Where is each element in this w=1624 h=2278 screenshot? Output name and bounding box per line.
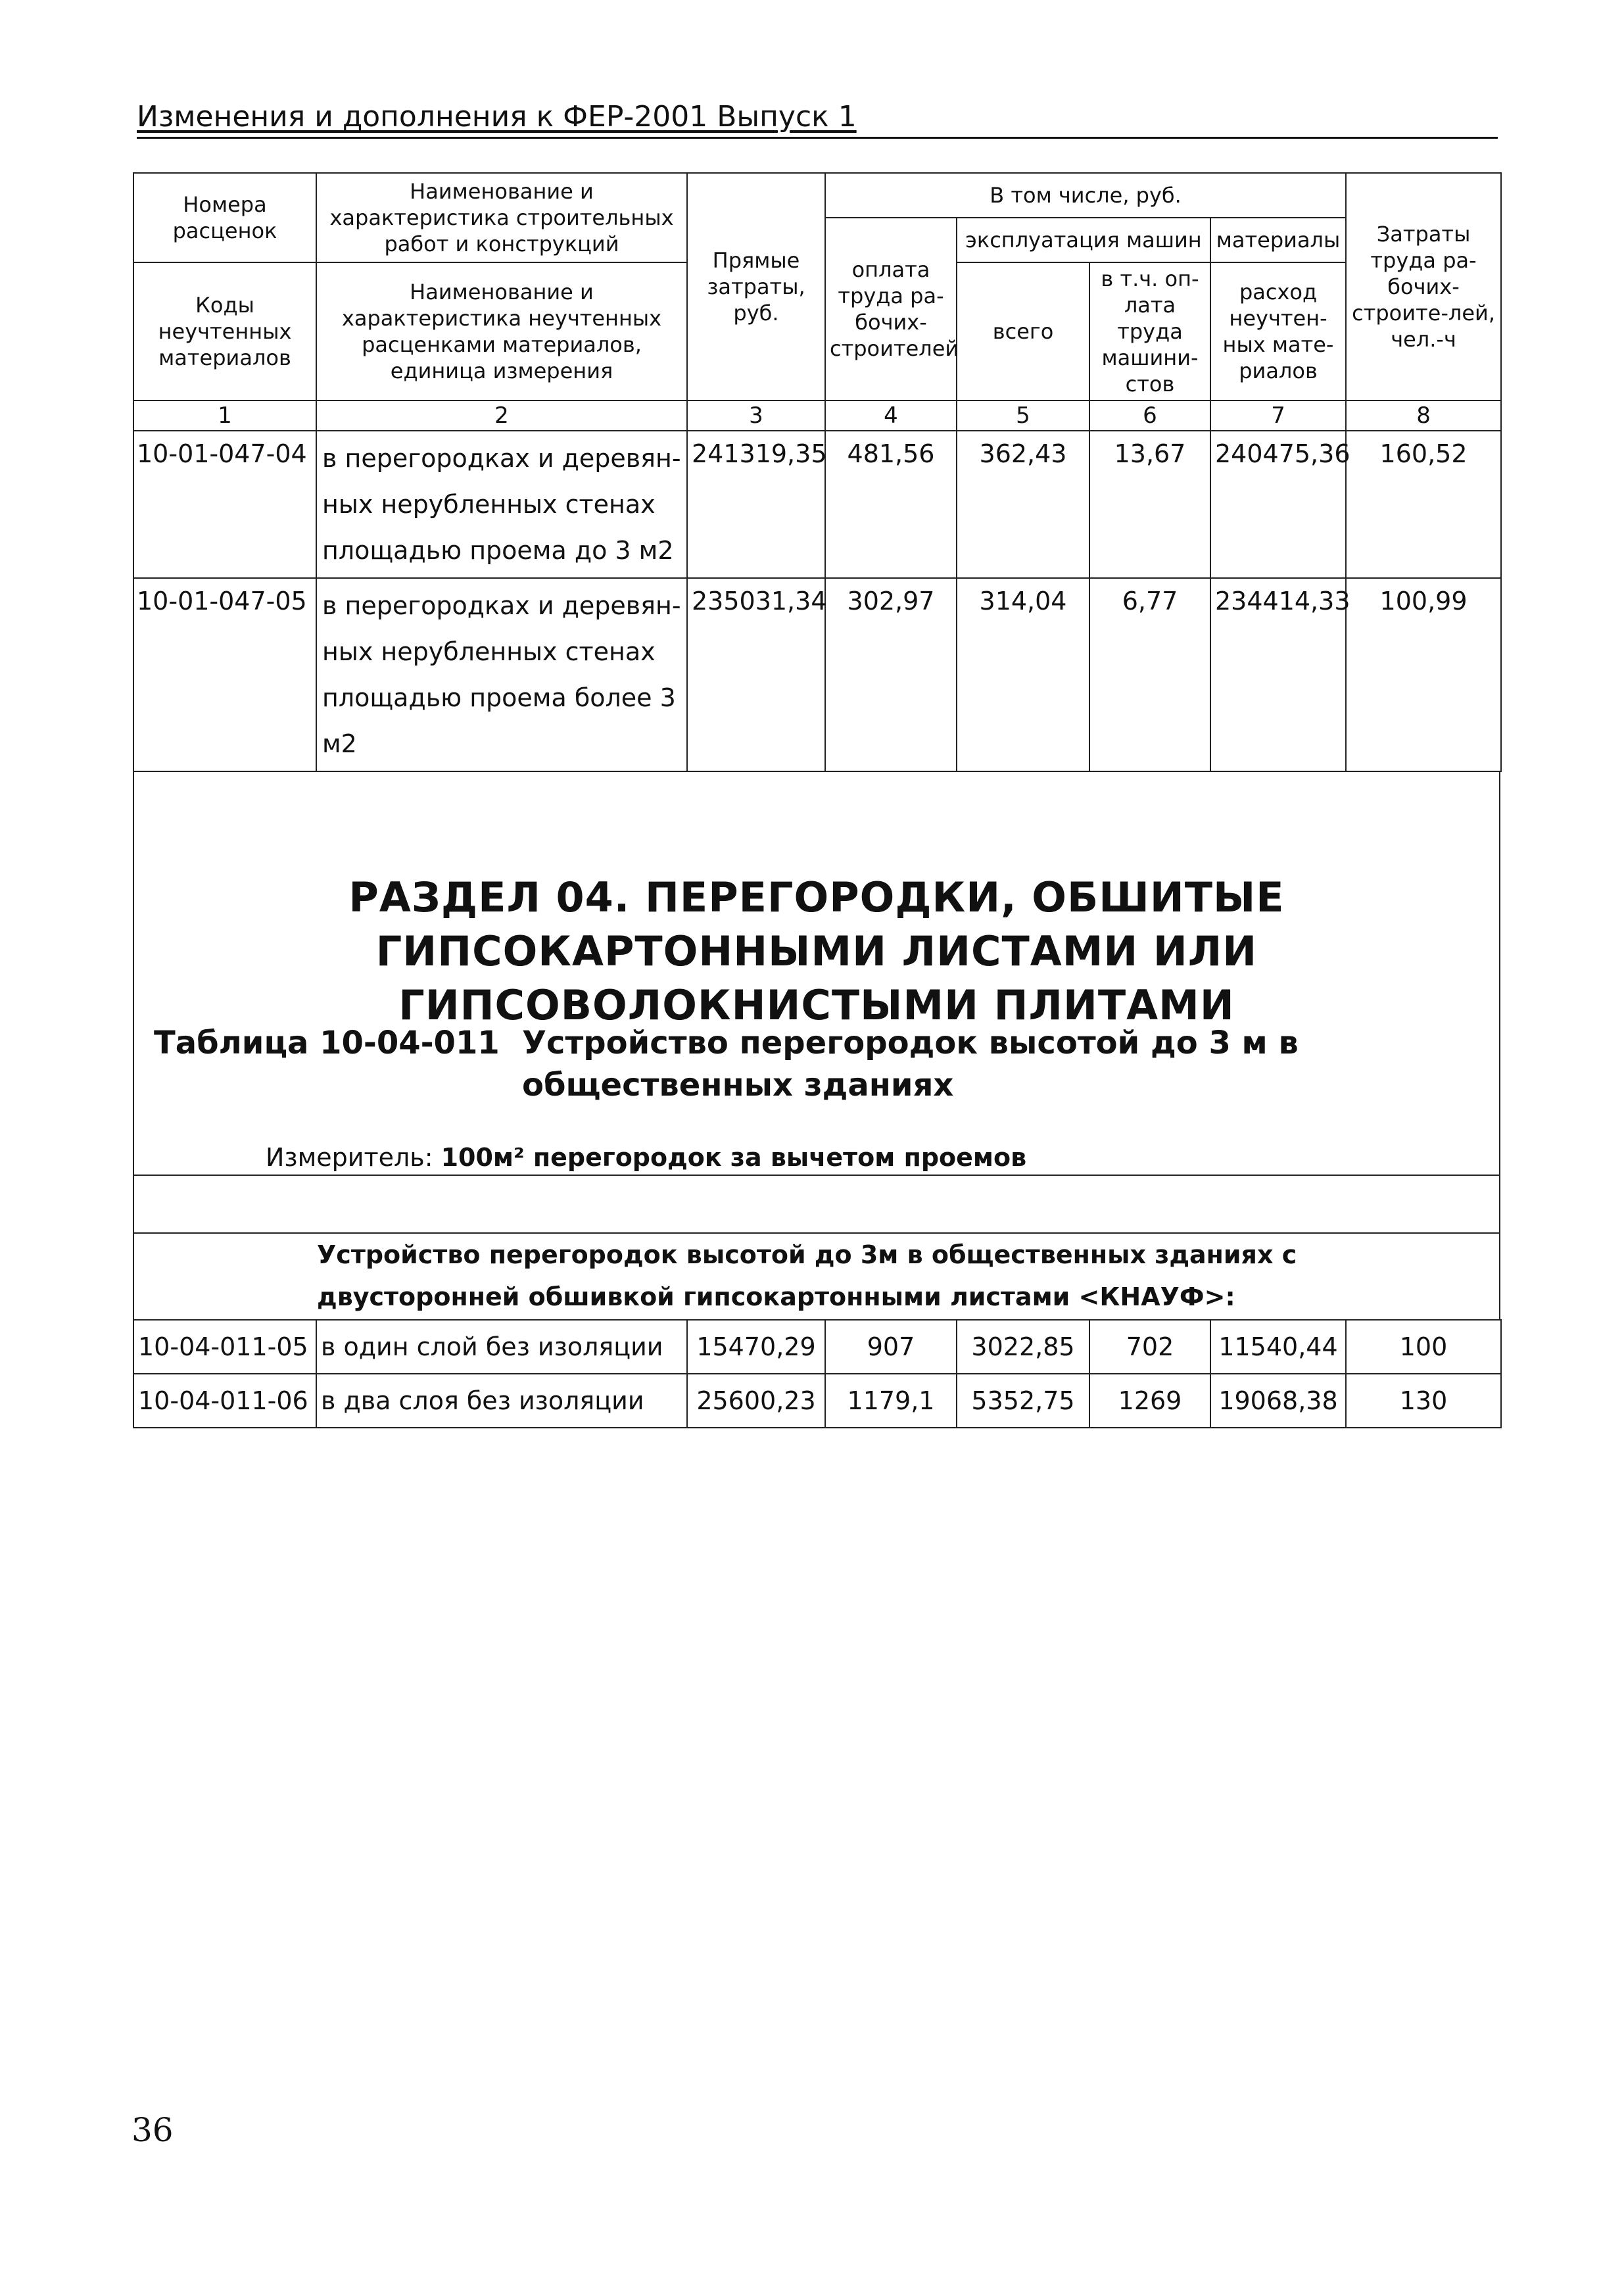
head-machine-labor: в т.ч. оп-лата труда машини-стов	[1089, 262, 1210, 400]
table-row	[133, 1374, 1501, 1428]
head-rate-numbers: Номера расценок	[133, 173, 316, 262]
rate-description: в перегородках и деревян-ных нерубленных стенах площадью проема до 3 м2	[316, 431, 687, 578]
col-number: 5	[957, 400, 1089, 431]
machine-labor-value: 702	[1089, 1320, 1210, 1374]
rate-code: 10-01-047-04	[133, 431, 316, 578]
rates-table	[133, 172, 1502, 772]
subheader-text: Устройство перегородок высотой до 3м в общественных зданиях с двусторонней обшивкой гипсокартонными листами <КНАУФ>:	[317, 1240, 1297, 1311]
machine-total-value: 3022,85	[957, 1320, 1089, 1374]
running-header	[137, 99, 1498, 139]
head-labor-pay: оплата труда ра-бочих-строителей	[825, 218, 957, 400]
labor-hours-value: 160,52	[1346, 431, 1501, 578]
labor-hours-value: 100	[1346, 1320, 1501, 1374]
machine-labor-value: 13,67	[1089, 431, 1210, 578]
labor-pay-value: 907	[825, 1320, 957, 1374]
rate-description: в перегородках и деревян-ных нерубленных стенах площадью проема более 3 м2	[316, 578, 687, 771]
rates-sheet	[133, 172, 1500, 1415]
running-header-title: Изменения и дополнения к ФЕР-2001 Выпуск 1	[137, 100, 857, 133]
head-labor-costs: Затраты труда ра-бочих-строите-лей, чел.-ч	[1346, 173, 1501, 400]
measure-value: 100м² перегородок за вычетом проемов	[441, 1143, 1027, 1172]
direct-costs-value: 15470,29	[687, 1320, 825, 1374]
machine-total-value: 5352,75	[957, 1374, 1089, 1428]
labor-hours-value: 130	[1346, 1374, 1501, 1428]
head-direct-costs: Прямые затраты, руб.	[687, 173, 825, 400]
table-title: Устройство перегородок высотой до 3 м в общественных зданиях	[522, 1025, 1299, 1103]
rate-code: 10-04-011-06	[133, 1374, 316, 1428]
section-block	[133, 772, 1500, 1234]
materials-value: 11540,44	[1210, 1320, 1346, 1374]
col-number: 4	[825, 400, 957, 431]
direct-costs-value: 235031,34	[687, 578, 825, 771]
head-work-name: Наименование и характеристика строительных работ и конструкций	[316, 173, 687, 262]
col-number: 6	[1089, 400, 1210, 431]
materials-value: 240475,36	[1210, 431, 1346, 578]
labor-hours-value: 100,99	[1346, 578, 1501, 771]
col-number: 2	[316, 400, 687, 431]
col-number: 3	[687, 400, 825, 431]
head-machine-ops: эксплуатация машин	[957, 218, 1210, 262]
table-row	[133, 431, 1501, 578]
rate-code: 10-04-011-05	[133, 1320, 316, 1374]
subheader-row	[133, 1234, 1500, 1319]
head-materials-unaccounted: расход неучтен-ных мате-риалов	[1210, 262, 1346, 400]
table-label: Таблица 10-04-011	[154, 1025, 500, 1061]
machine-labor-value: 1269	[1089, 1374, 1210, 1428]
head-material-name: Наименование и характеристика неучтенных расценками материалов, единица измерения	[316, 262, 687, 400]
rates-table-lower	[133, 1319, 1502, 1428]
head-materials: материалы	[1210, 218, 1346, 262]
labor-pay-value: 481,56	[825, 431, 957, 578]
table-row	[133, 578, 1501, 771]
materials-value: 234414,33	[1210, 578, 1346, 771]
rate-description: в два слоя без изоляции	[316, 1374, 687, 1428]
labor-pay-value: 1179,1	[825, 1374, 957, 1428]
head-including: В том числе, руб.	[825, 173, 1346, 218]
col-number: 7	[1210, 400, 1346, 431]
head-machine-total: всего	[957, 262, 1089, 400]
rate-description: в один слой без изоляции	[316, 1320, 687, 1374]
materials-value: 19068,38	[1210, 1374, 1346, 1428]
direct-costs-value: 241319,35	[687, 431, 825, 578]
col-number: 1	[133, 400, 316, 431]
machine-labor-value: 6,77	[1089, 578, 1210, 771]
measure-label: Измеритель:	[266, 1143, 433, 1172]
section-title: РАЗДЕЛ 04. ПЕРЕГОРОДКИ, ОБШИТЫЕ ГИПСОКАРТОННЫМИ ЛИСТАМИ ИЛИ ГИПСОВОЛОКНИСТЫМИ ПЛИТАМИ	[348, 873, 1285, 1029]
rate-code: 10-01-047-05	[133, 578, 316, 771]
machine-total-value: 314,04	[957, 578, 1089, 771]
table-row	[133, 1320, 1501, 1374]
col-number: 8	[1346, 400, 1501, 431]
head-materials-codes: Коды неучтенных материалов	[133, 262, 316, 400]
labor-pay-value: 302,97	[825, 578, 957, 771]
machine-total-value: 362,43	[957, 431, 1089, 578]
page-number: 36	[131, 2111, 174, 2149]
measure-line	[134, 1140, 1499, 1176]
direct-costs-value: 25600,23	[687, 1374, 825, 1428]
